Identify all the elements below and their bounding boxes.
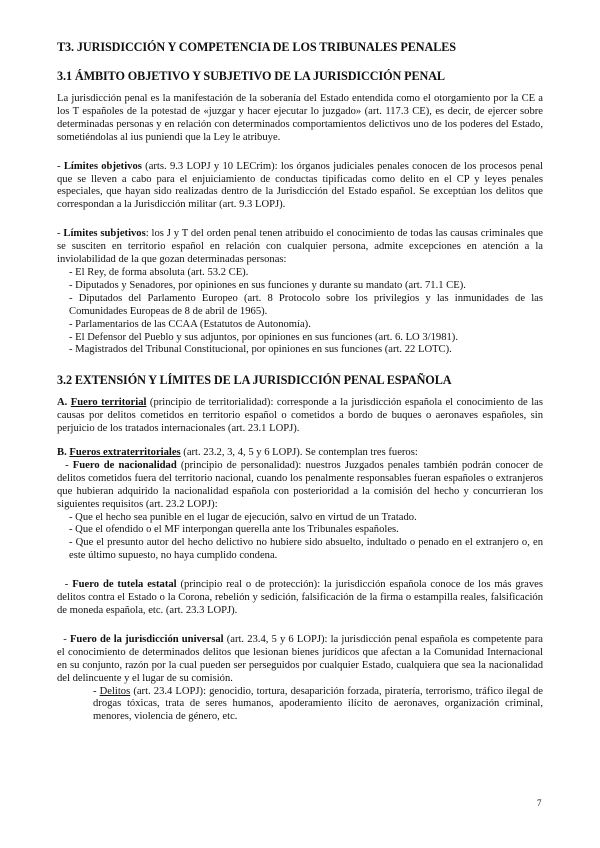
list-item: - El Rey, de forma absoluta (art. 53.2 CE).: [69, 266, 249, 278]
fueros-extraterritoriales-letter: B.: [57, 447, 70, 459]
delitos-paragraph: - Delitos (art. 23.4 LOPJ): genocidio, tortura, desaparición forzada, piratería, terrorismo, tráfico ilegal de drogas tóxicas, trata de seres humanos, apoderamiento ilícito de aeronaves, organización criminal, menores, violencia de género, etc.: [93, 685, 543, 723]
list-item: - Parlamentarios de las CCAA (Estatutos de Autonomía).: [69, 318, 311, 330]
list-item: - Diputados y Senadores, por opiniones en sus funciones y durante su mandato (art. 71.1 CE).: [69, 279, 466, 291]
fuero-tutela-label: Fuero de tutela estatal: [72, 579, 177, 591]
fuero-universal-label: Fuero de la jurisdicción universal: [69, 633, 224, 645]
limites-objetivos-paragraph: - Límites objetivos (arts. 9.3 LOPJ y 10 LECrim): los órganos judiciales penales conocen de los procesos penal que se lleven a cabo para el enjuiciamiento de conductas tipificadas como delito en el CP y leyes penales especiales, que hayan sido realizadas dentro de la Jurisdicción del Estado español. Se exceptúan los delitos que correspondan a la Jurisdicción militar (art. 9.3 LOPJ).: [57, 160, 543, 211]
list-item: - Que el presunto autor del hecho delictivo no hubiere sido absuelto, indultado o penado en el extranjero o, en este último supuesto, no haya cumplido condena.: [69, 537, 543, 562]
list-item: - Diputados del Parlamento Europeo (art. 8 Protocolo sobre los privilegios y las inmunidades de las Comunidades Europeas de 8 de abril de 1965).: [69, 292, 543, 317]
fuero-territorial-text: (principio de territorialidad): corresponde a la jurisdicción española el conocimiento de las causas por delitos cometidos en territorio español o cometidos a bordo de buques o aeronaves españoles, sin perjuicio de los tratados internacionales (art. 23.1 LOPJ).: [57, 397, 544, 435]
limites-subjetivos-paragraph: - Límites subjetivos: los J y T del orden penal tenen atribuido el conocimiento de todas las causas criminales que se susciten en territorio español en relación con cualquier persona, admite excepciones en atención a la inviolabilidad de la que gozan determinadas personas:: [57, 228, 543, 266]
fuero-universal-text: (art. 23.4, 5 y 6 LOPJ): la jurisdicción penal española es competente para el conocimiento de determinados delitos que lesionan bienes jurídicos que afectan a la Comunidad Internacional en su conjunto, razón por la cual pueden ser perseguidos por cualquier Estado, cualquiera que sea la nacionalidad del delincuente y el lugar de su comisión.: [57, 633, 543, 684]
list-item: - Magistrados del Tribunal Constitucional, por opiniones en sus funciones (art. 22 LOTC).: [69, 344, 452, 356]
page-number: 7: [537, 798, 542, 808]
limites-objetivos-label: Límites objetivos: [63, 160, 142, 172]
fueros-extraterritoriales-paragraph: [57, 447, 543, 460]
delitos-label: Delitos: [99, 685, 131, 697]
list-item: - Que el hecho sea punible en el lugar de ejecución, salvo en virtud de un Tratado.: [69, 511, 417, 523]
list-item: - Que el ofendido o el MF interpongan querella ante los Tribunales españoles.: [69, 524, 399, 536]
limites-subjetivos-label: Límites subjetivos: [63, 228, 146, 240]
intro-paragraph: La jurisdicción penal es la manifestación de la soberanía del Estado entendida como el otorgamiento por la CE a los T españoles de la potestad de «juzgar y hacer ejecutar lo juzgado» (art. 117.3 CE), es decir, de ejercer sobre determinadas personas y en relación con determinados comportamientos delictivos uno de los poderes del Estado, sometiéndolas al ius puniendi que la Ley le atribuye.: [57, 93, 543, 143]
limites-objetivos-text: (arts. 9.3 LOPJ y 10 LECrim): los órganos judiciales penales conocen de los procesos penal que se lleven a cabo para el enjuiciamiento de conductas tipificadas como delito en el CP y leyes penales especiales, que hayan sido realizadas dentro de la Jurisdicción del Estado español. Se exceptúan los delitos que correspondan a la Jurisdicción militar (art. 9.3 LOPJ).: [57, 160, 543, 211]
fuero-universal-paragraph: - Fuero de la jurisdicción universal (art. 23.4, 5 y 6 LOPJ): la jurisdicción penal española es competente para el conocimiento de determinados delitos que lesionan bienes jurídicos que afectan a la Comunidad Internacional en su conjunto, razón por la cual pueden ser perseguidos por cualquier Estado, cualquiera que sea la nacionalidad del delincuente y el lugar de su comisión.: [57, 633, 543, 684]
section-heading-3-2: 3.2 EXTENSIÓN Y LÍMITES DE LA JURISDICCIÓN PENAL ESPAÑOLA: [57, 373, 452, 388]
fuero-territorial-paragraph: [57, 397, 543, 436]
fuero-territorial-letter: A.: [57, 397, 71, 409]
section-heading-3-1: 3.1 ÁMBITO OBJETIVO Y SUBJETIVO DE LA JURISDICCIÓN PENAL: [57, 69, 445, 83]
document-page: [57, 40, 543, 724]
fuero-nacionalidad-text: (principio de personalidad): nuestros Juzgados penales también podrán conocer de delitos cometidos fuera del territorio nacional, cuando los penalmente responsables fueran españoles o extranjeros que hubieran adquirido la nacionalidad española con posterioridad a la comisión del hecho y concurrieran los siguientes requisitos (art. 23.2 LOPJ):: [57, 459, 543, 510]
fuero-territorial-label: Fuero territorial: [70, 397, 147, 409]
fuero-nacionalidad-label: Fuero de nacionalidad: [72, 459, 177, 471]
limites-subjetivos-text: : los J y T del orden penal tenen atribuido el conocimiento de todas las causas criminales que se susciten en territorio español en relación con cualquier persona, admite excepciones en atención a la inviolabilidad de la que gozan determinadas personas:: [57, 228, 543, 266]
fuero-nacionalidad-paragraph: - Fuero de nacionalidad (principio de personalidad): nuestros Juzgados penales también podrán conocer de delitos cometidos fuera del territorio nacional, cuando los penalmente responsables fueran españoles o extranjeros que hubieran adquirido la nacionalidad española con posterioridad a la comisión del hecho y concurrieran los siguientes requisitos (art. 23.2 LOPJ):: [57, 459, 543, 510]
fuero-tutela-paragraph: - Fuero de tutela estatal (principio real o de protección): la jurisdicción española conoce de los más graves delitos contra el Estado o la Corona, rebelión y sedición, falsificación de la firma o estampilla reales, falsificación de moneda española, etc. (art. 23.3 LOPJ).: [57, 579, 543, 616]
page-title: T3. JURISDICCIÓN Y COMPETENCIA DE LOS TRIBUNALES PENALES: [57, 40, 456, 54]
fueros-extraterritoriales-label: Fueros extraterritoriales: [69, 447, 181, 459]
delitos-text: (art. 23.4 LOPJ): genocidio, tortura, desaparición forzada, piratería, terrorismo, tráfico ilegal de drogas tóxicas, trata de seres humanos, apoderamiento ilícito de aeronaves, organización criminal, menores, violencia de género, etc.: [93, 685, 543, 723]
fueros-extraterritoriales-text: (art. 23.2, 3, 4, 5 y 6 LOPJ). Se contemplan tres fueros:: [180, 447, 418, 459]
list-item: - El Defensor del Pueblo y sus adjuntos, por opiniones en sus funciones (art. 6. LO 3/1981).: [69, 331, 458, 343]
fuero-tutela-text: (principio real o de protección): la jurisdicción española conoce de los más graves delitos contra el Estado o la Corona, rebelión y sedición, falsificación de la firma o estampilla reales, falsificación de moneda española, etc. (art. 23.3 LOPJ).: [57, 579, 543, 616]
